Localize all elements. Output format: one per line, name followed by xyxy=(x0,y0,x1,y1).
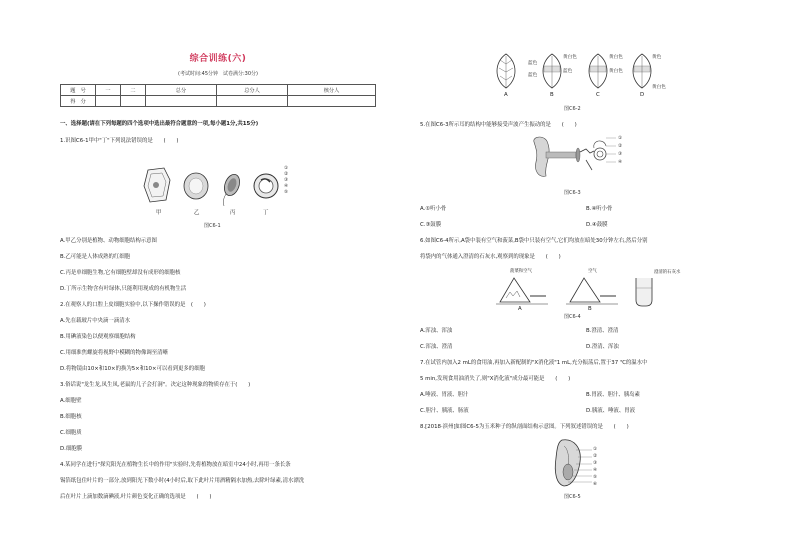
marker: ③ xyxy=(593,461,598,466)
figure-caption: 图C6-3 xyxy=(564,190,581,196)
leaf-label-a: A xyxy=(504,92,508,98)
leaf-label-d: D xyxy=(640,92,645,98)
leaf-annotation: 蓝色 xyxy=(563,69,573,74)
marker: ④ xyxy=(618,160,623,165)
marker: ① xyxy=(593,447,598,452)
leaf-annotation: 蓝色 xyxy=(528,61,538,66)
option-c: C.细胞质 xyxy=(60,430,82,436)
figure-markers xyxy=(593,446,597,488)
option-c: C.③鼓膜 xyxy=(420,222,442,228)
marker: ④ xyxy=(284,184,289,189)
figure-label-b: B xyxy=(588,306,592,312)
marker: ⑤ xyxy=(593,475,598,480)
figure-c6-1 xyxy=(142,166,282,208)
leaf-c-icon xyxy=(589,54,607,88)
score-cell[interactable] xyxy=(146,96,217,107)
leaf-label-b: B xyxy=(550,92,554,98)
marker: ② xyxy=(593,454,598,459)
question-8-stem: 8.[2018·滨州]如图C6-5为玉米种子的纵剖面结构示意图。下列叙述错误的是 ( ) xyxy=(420,424,629,430)
leaf-a-icon xyxy=(497,54,515,88)
figure-label-bing: 丙 xyxy=(230,210,236,216)
marker: ① xyxy=(284,166,289,171)
option-d: D.细胞膜 xyxy=(60,446,83,452)
option-a: A.浑浊、浑浊 xyxy=(420,328,453,334)
question-6-line-2: 将袋内的气体通入澄清的石灰水,观察到的现象是 ( ) xyxy=(420,254,561,260)
question-7-line-1: 7.在试管内加入2 mL的食用油,再加入新配制的"X消化液"1 mL,充分振荡后,置于37 ℃的温水中 xyxy=(420,360,648,366)
option-d: D.澄清、浑浊 xyxy=(586,344,619,350)
option-a: A.甲乙分别是植物、动物细胞结构示意图 xyxy=(60,238,157,244)
marker: ⑥ xyxy=(593,482,598,487)
score-row-header xyxy=(61,85,376,96)
score-cell[interactable] xyxy=(217,96,288,107)
figure-label-jia: 甲 xyxy=(156,210,162,216)
figure-label: 空气 xyxy=(588,269,597,274)
question-2-stem: 2.在观察人的口腔上皮细胞实验中,以下操作错误的是 ( ) xyxy=(60,302,206,308)
option-a: A.唾液、胃液、胆汁 xyxy=(420,392,469,398)
marker: ③ xyxy=(618,152,623,157)
figure-markers xyxy=(284,166,288,196)
leaf-annotation: 黄白色 xyxy=(652,85,666,90)
question-4-line-2: 锡箔纸包住叶片的一部分,放到阳光下数小时(4小时后,取下此叶片用酒精隔水加热,去除叶绿素,清水漂洗 xyxy=(60,478,305,484)
figure-c6-3 xyxy=(530,134,630,180)
question-1-stem: 1.识图C6-1甲中"丁"下列说法错误的是 ( ) xyxy=(60,138,179,144)
figure-caption: 图C6-5 xyxy=(564,494,581,500)
figure-label-yi: 乙 xyxy=(194,210,200,216)
exam-meta: (考试时间:45分钟 试卷满分:30分) xyxy=(178,71,258,77)
figure-caption: 图C6-2 xyxy=(564,106,581,112)
figure-label-ding: 丁 xyxy=(263,210,269,216)
figure-caption: 图C6-4 xyxy=(564,314,581,320)
score-cell: 核分人 xyxy=(288,85,376,96)
marker: ② xyxy=(284,172,289,177)
option-b: B.用碘液染色以便观察细胞结构 xyxy=(60,334,136,340)
option-c: C.胆汁、胰液、肠液 xyxy=(420,408,469,414)
score-cell[interactable] xyxy=(121,96,146,107)
leaf-d-icon xyxy=(633,54,651,88)
score-table xyxy=(60,84,376,107)
option-b: B.胃液、胆汁、胰岛素 xyxy=(586,392,640,398)
option-b: B.乙可能是人体成熟的红细胞 xyxy=(60,254,131,260)
figure-label-a: A xyxy=(518,306,522,312)
option-b: B.细胞核 xyxy=(60,414,82,420)
section-heading: 一、选择题(请在下列每题的四个选项中选出最符合题意的一项,每小题1分,共15分) xyxy=(60,121,259,127)
figure-label: 澄清的石灰水 xyxy=(654,270,681,275)
figure-label: 菠菜和空气 xyxy=(510,269,532,274)
option-b: B.澄清、澄清 xyxy=(586,328,619,334)
exam-title: 综合训练(六) xyxy=(189,54,247,64)
question-3-stem: 3.俗话说"龙生龙,凤生凤,老鼠的儿子会打洞"。决定这种现象的物质存在于( ) xyxy=(60,382,251,388)
option-b: B.④听小骨 xyxy=(586,206,613,212)
score-cell: 得 分 xyxy=(61,96,96,107)
question-5-stem: 5.在图C6-3所示耳的结构中能够接受声波产生振动的是 ( ) xyxy=(420,122,577,128)
option-c: C.丙是单细胞生物,它有细胞壁却没有成形的细胞核 xyxy=(60,270,181,276)
option-d: D.④鼓膜 xyxy=(586,222,608,228)
leaf-annotation: 黄白色 xyxy=(563,55,577,60)
question-4-line-1: 4.某同学在进行"探究阳光在植物生长中的作用"实验时,先将植物放在暗室中24小时,再用一条长条 xyxy=(60,462,291,468)
option-d: D.胰液、唾液、胃液 xyxy=(586,408,635,414)
option-c: C.浑浊、澄清 xyxy=(420,344,453,350)
score-cell: 题 号 xyxy=(61,85,96,96)
score-row-values xyxy=(61,96,376,107)
figure-caption: 图C6-1 xyxy=(204,223,221,229)
figure-c6-4 xyxy=(496,272,666,308)
score-cell: 一 xyxy=(96,85,121,96)
leaf-annotation: 黄白色 xyxy=(609,55,623,60)
leaf-annotation: 蓝色 xyxy=(528,73,538,78)
question-6-line-1: 6.如图C6-4所示,A袋中装有空气和菠菜,B袋中只装有空气,它们均放在暗处30分钟左右,然后分别 xyxy=(420,238,648,244)
option-d: D.将物镜由10×和10×的换为5×和10×可以看到更多的细胞 xyxy=(60,366,205,372)
marker: ⑤ xyxy=(284,190,289,195)
marker: ③ xyxy=(284,178,289,183)
marker: ② xyxy=(618,144,623,149)
figure-c6-5 xyxy=(552,438,592,488)
leaf-annotation: 黄色 xyxy=(652,55,662,60)
score-cell: 总分人 xyxy=(217,85,288,96)
option-a: A.①听小骨 xyxy=(420,206,447,212)
figure-c6-2 xyxy=(492,52,662,92)
question-4-line-3: 后在叶片上滴加数滴碘液,叶片颜色变化正确的选项是 ( ) xyxy=(60,494,212,500)
figure-markers xyxy=(618,135,622,167)
score-cell: 二 xyxy=(121,85,146,96)
score-cell[interactable] xyxy=(288,96,376,107)
question-7-line-2: 5 min,发现食用油消失了,则"X消化液"成分最可能是 ( ) xyxy=(420,376,571,382)
marker: ④ xyxy=(593,468,598,473)
leaf-label-c: C xyxy=(596,92,600,98)
leaf-annotation: 黄白色 xyxy=(609,69,623,74)
option-c: C.用细准焦螺旋将视野中模糊的物像调至清晰 xyxy=(60,350,168,356)
option-a: A.细胞壁 xyxy=(60,398,82,404)
option-a: A.先在载玻片中央滴一滴清水 xyxy=(60,318,130,324)
score-cell[interactable] xyxy=(96,96,121,107)
marker: ① xyxy=(618,136,623,141)
score-cell: 总分 xyxy=(146,85,217,96)
option-d: D.丁所示生物含有叶绿体,只能利用现成的有机物生活 xyxy=(60,286,187,292)
leaf-b-icon xyxy=(543,54,561,88)
